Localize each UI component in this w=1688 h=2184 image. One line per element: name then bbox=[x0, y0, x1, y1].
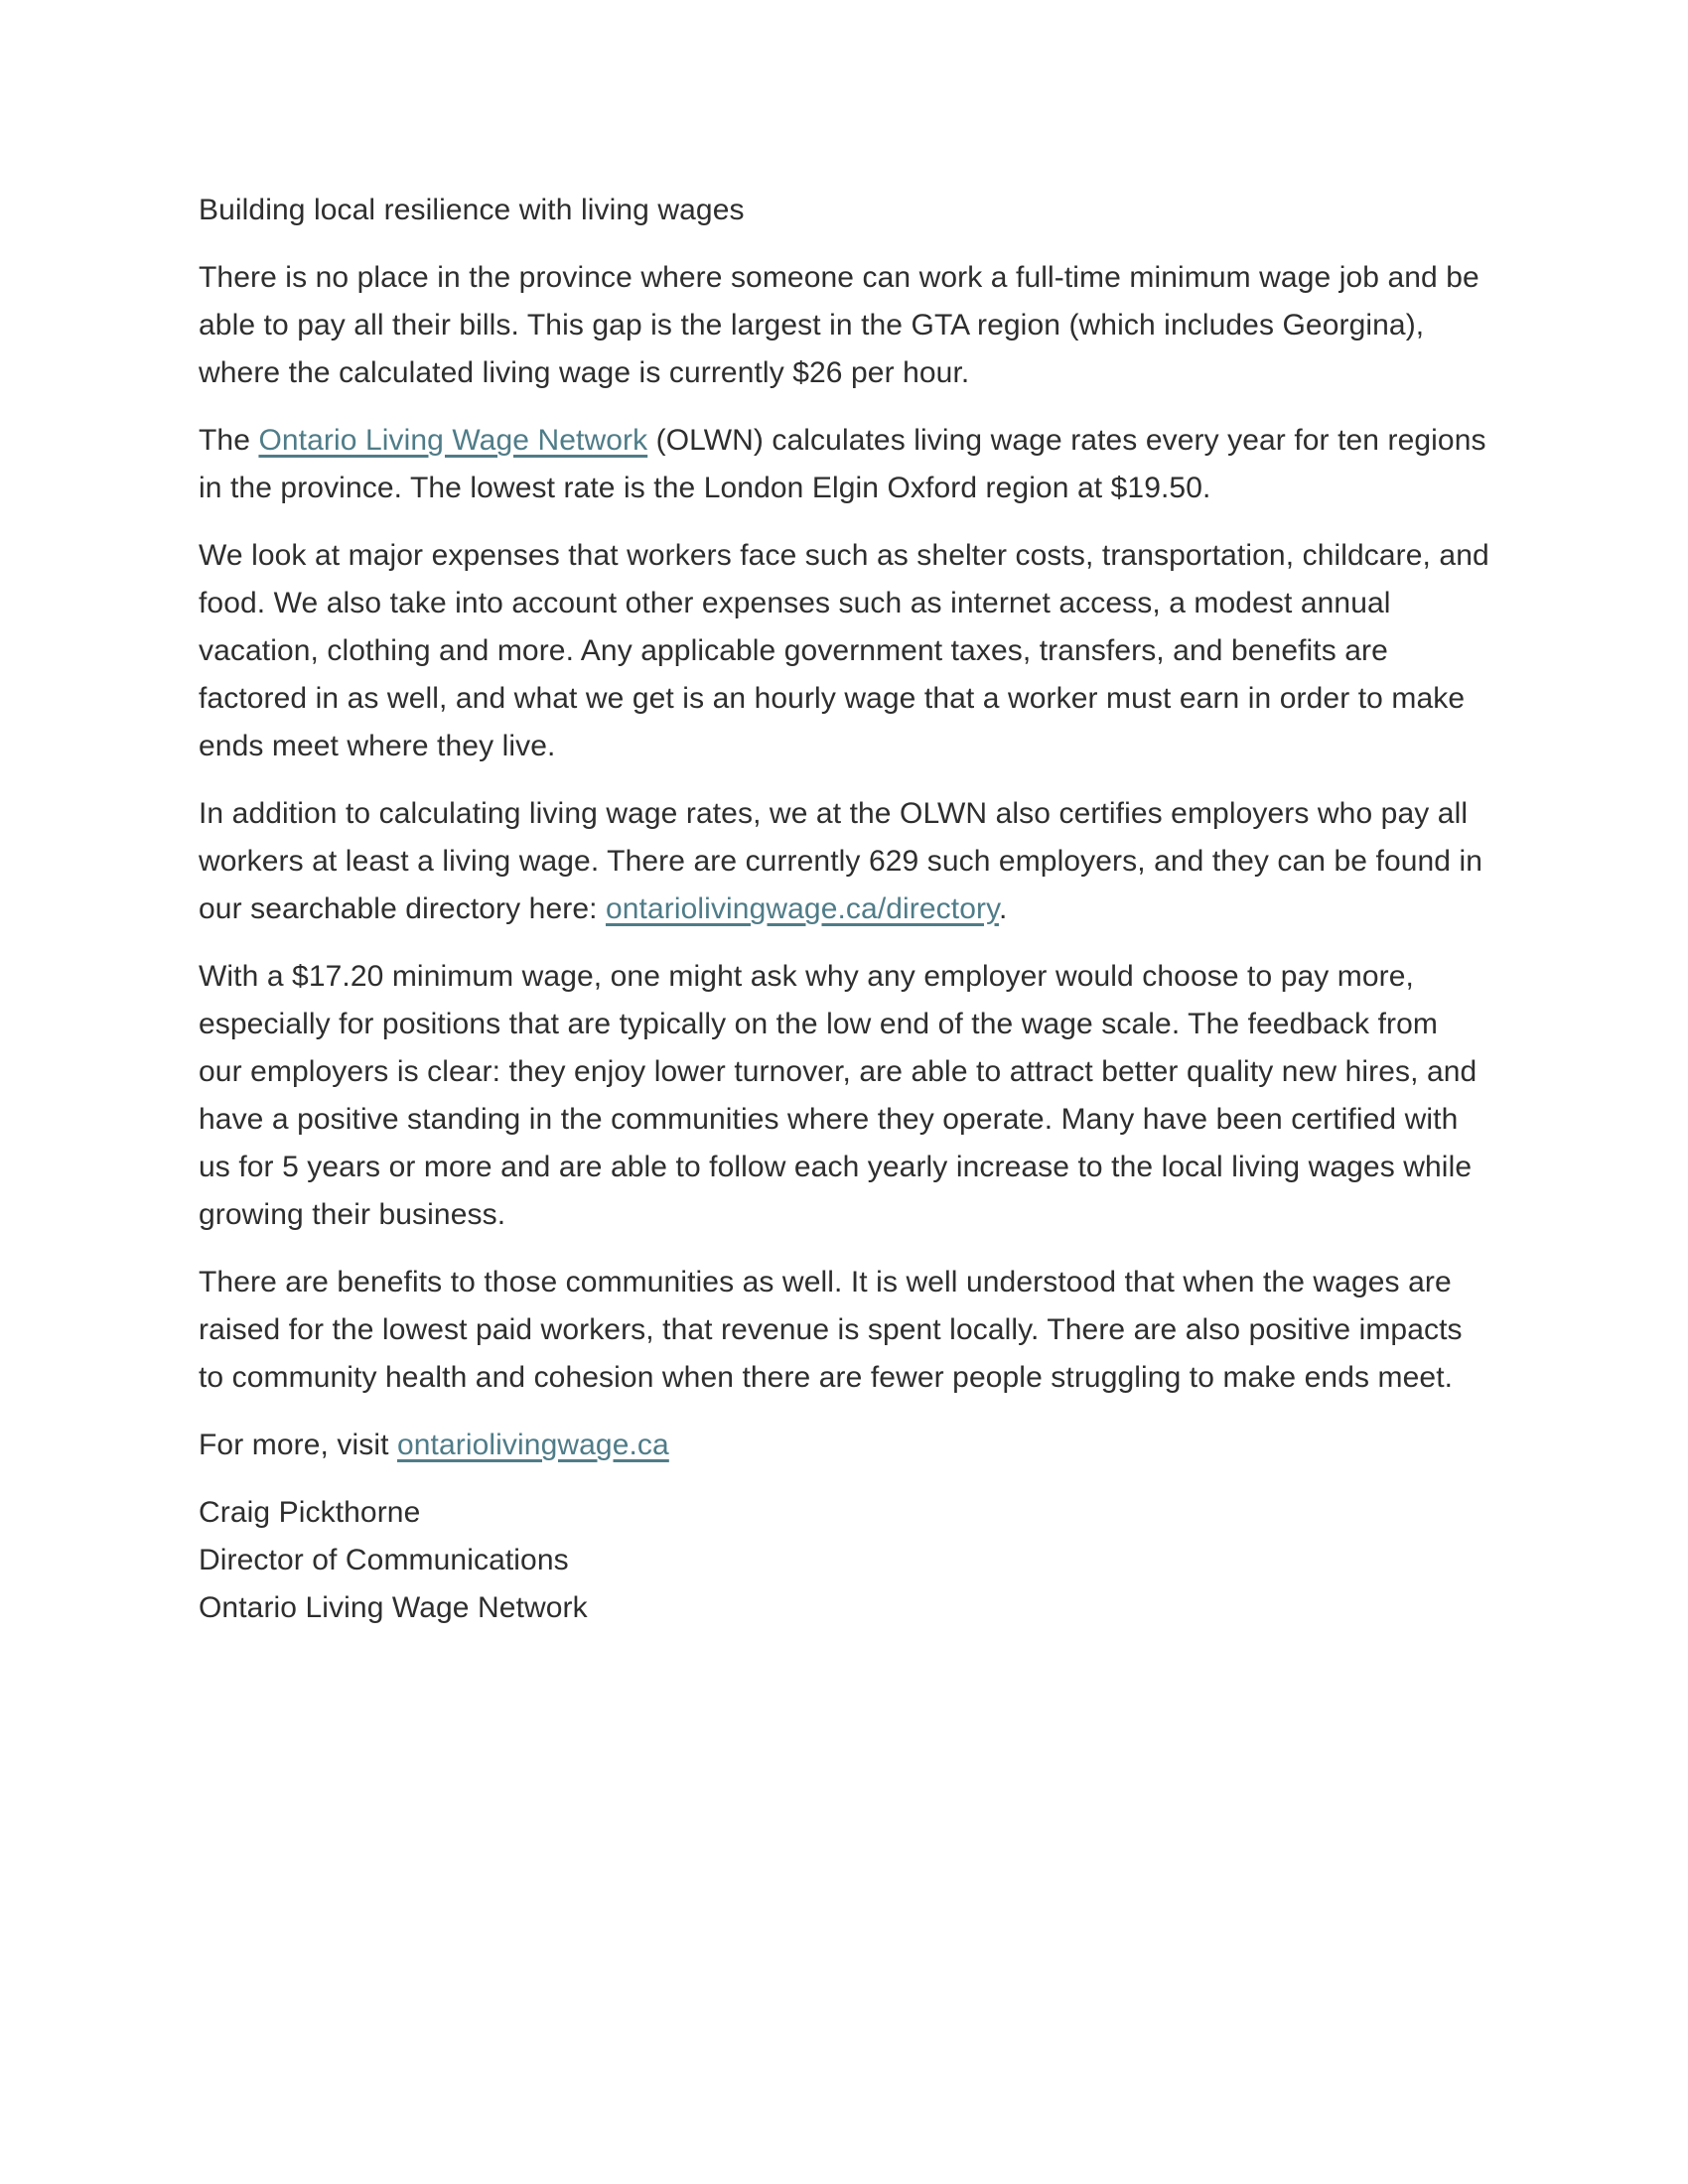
paragraph-certified-employers-text-after: . bbox=[998, 892, 1008, 925]
signature-org: Ontario Living Wage Network bbox=[199, 1591, 588, 1624]
paragraph-community-benefits: There are benefits to those communities as well. It is well understood that when the wages are raised for the lowest paid workers, that revenue is spent locally. There are also positive impacts to community health and cohesion when there are fewer people struggling to make ends meet. bbox=[199, 1266, 1463, 1394]
ontariolivingwage-link[interactable]: ontariolivingwage.ca bbox=[396, 1429, 669, 1461]
paragraph-certified-employers-text-before: In addition to calculating living wage rates, we at the OLWN also certifies employers who pay all workers at least a living wage. There are currently 629 such employers, and they can be found in our searchable directory here: bbox=[199, 797, 1483, 925]
document-content bbox=[199, 187, 1489, 1632]
paragraph-olwn-rates bbox=[199, 417, 1489, 512]
paragraph-for-more bbox=[199, 1422, 1489, 1469]
paragraph-why-pay-more: With a $17.20 minimum wage, one might ask why any employer would choose to pay more, especially for positions that are typically on the low end of the wage scale. The feedback from our employers is clear: they enjoy lower turnover, are able to attract better quality new hires, and have a positive standing in the communities where they operate. Many have been certified with us for 5 years or more and are able to follow each yearly increase to the local living wages while growing their business. bbox=[199, 960, 1477, 1231]
document-title: Building local resilience with living wages bbox=[199, 194, 745, 226]
paragraph-olwn-rates-text-before: The bbox=[199, 424, 259, 457]
directory-link[interactable]: ontariolivingwage.ca/directory bbox=[605, 892, 999, 925]
paragraph-expenses: We look at major expenses that workers face such as shelter costs, transportation, childcare, and food. We also take into account other expenses such as internet access, a modest annual vacation, clothing and more. Any applicable government taxes, transfers, and benefits are factored in as well, and what we get is an hourly wage that a worker must earn in order to make ends meet where they live. bbox=[199, 539, 1489, 762]
olwn-network-link[interactable]: Ontario Living Wage Network bbox=[258, 424, 648, 457]
signature-name: Craig Pickthorne bbox=[199, 1496, 421, 1529]
paragraph-certified-employers bbox=[199, 790, 1489, 933]
paragraph-olwn-rates-text-after: (OLWN) calculates living wage rates every year for ten regions in the province. The lowest rate is the London Elgin Oxford region at $19.50. bbox=[199, 424, 1486, 504]
signature-block bbox=[199, 1489, 1489, 1632]
paragraph-minimum-wage-gap: There is no place in the province where someone can work a full-time minimum wage job and be able to pay all their bills. This gap is the largest in the GTA region (which includes Georgina), where the calculated living wage is currently $26 per hour. bbox=[199, 261, 1479, 389]
signature-role: Director of Communications bbox=[199, 1544, 569, 1576]
paragraph-for-more-text: For more, visit bbox=[199, 1429, 397, 1461]
